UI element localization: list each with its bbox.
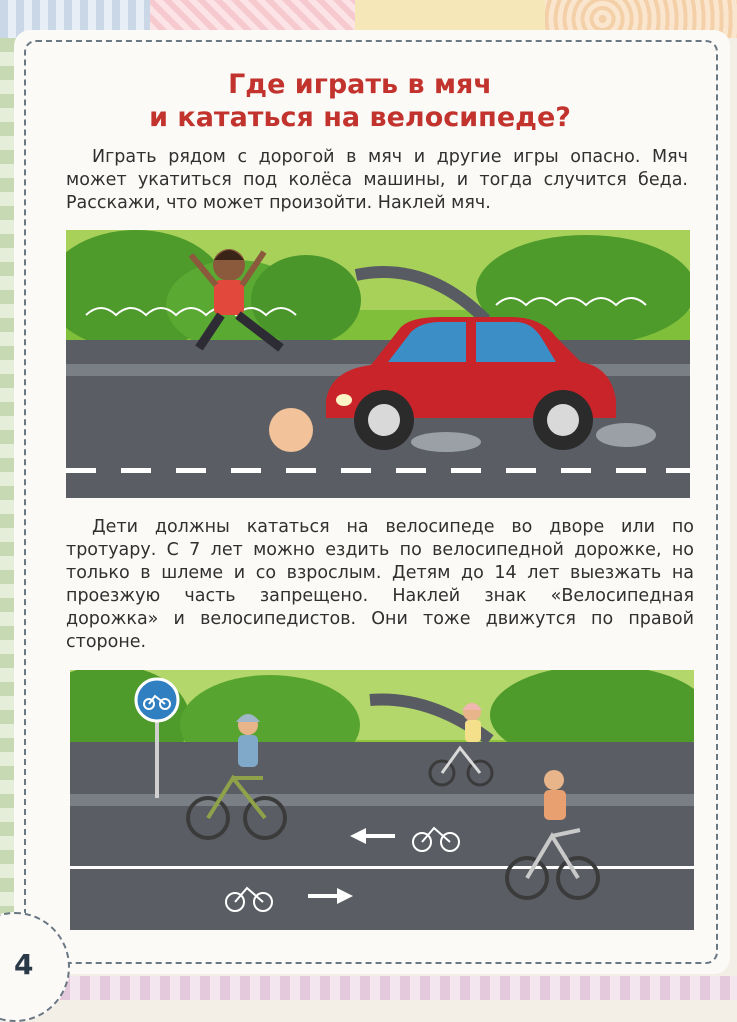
paragraph-bicycle-text: Дети должны кататься на велосипеде во дворе или по тротуару. С 7 лет можно ездить по велосипедной дорожке, но только в шлеме и со взрослым. Детям до 14 лет выезжать на проезжую часть запрещено. Наклей знак «Велосипедная дорожка» и велосипедистов. Они тоже движутся по правой стороне.	[66, 517, 694, 652]
title-line-2: и кататься на велосипеде?	[149, 102, 571, 133]
page-number: 4	[14, 948, 34, 981]
dust	[596, 423, 656, 447]
bush	[251, 255, 361, 345]
dust	[411, 432, 481, 452]
illustration-ball-road	[66, 230, 690, 498]
curb	[70, 794, 694, 806]
paragraph-ball	[66, 146, 688, 215]
illustration-bike-lane	[70, 670, 694, 930]
ball	[269, 408, 313, 452]
title-line-1: Где играть в мяч	[228, 69, 492, 100]
page-number-badge	[0, 918, 74, 1000]
decor-patch	[0, 976, 737, 1000]
lane-line	[70, 866, 694, 869]
page-title	[60, 68, 660, 134]
paragraph-bicycle	[66, 516, 694, 654]
page-number-circle	[0, 912, 70, 1022]
paragraph-ball-text: Играть рядом с дорогой в мяч и другие игры опасно. Мяч может укатиться под колёса машины, и тогда случится беда. Расскажи, что может произойти. Наклей мяч.	[66, 147, 688, 213]
